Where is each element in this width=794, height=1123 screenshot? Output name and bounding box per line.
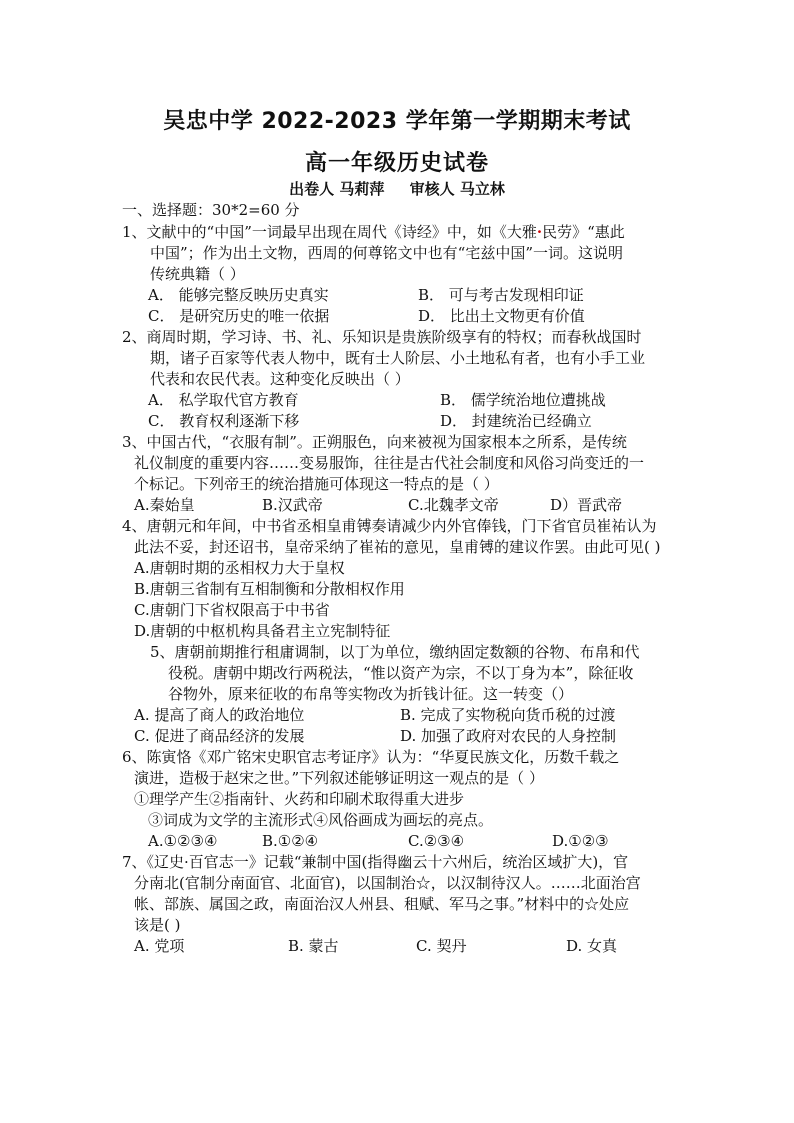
question-text-line: 礼仪制度的重要内容……变易服饰，往往是古代社会制度和风俗习尚变迁的一 [134,454,645,472]
option-c: C.唐朝门下省权限高于中书省 [134,601,330,619]
question-text-line: 传统典籍（ ） [150,265,245,283]
question-text-line: 役税。唐朝中期改行两税法，“惟以资产为宗，不以丁身为本”，除征收 [168,664,634,682]
question-text-line: 2、商周时期，学习诗、书、礼、乐知识是贵族阶级享有的特权；而春秋战国时 [122,328,642,346]
question-text-line: 6、陈寅恪《邓广铭宋史职官志考证序》认为：“华夏民族文化，历数千载之 [122,748,620,766]
question-text-line: 4、唐朝元和年间，中书省丞相皇甫镈奏请减少内外官俸钱，门下省官员崔祐认为 [122,517,657,535]
reviewer-label: 审核人 马立林 [409,180,505,198]
option-a: A. 党项 [134,937,185,955]
question-text-line: ③词成为文学的主流形式④风俗画成为画坛的亮点。 [148,811,494,829]
option-c: C． 教育权利逐渐下移 [148,412,300,430]
option-c: C. 促进了商品经济的发展 [134,727,305,745]
option-b: B.唐朝三省制有互相制衡和分散相权作用 [134,580,405,598]
question-text-line: 该是( ) [134,916,181,934]
option-d: D. 加强了政府对农民的人身控制 [400,727,617,745]
section-heading: 一、选择题：30*2=60 分 [122,201,300,219]
question-text-line: 演进，造极于赵宋之世。”下列叙述能够证明这一观点的是（ ） [134,769,544,787]
separator-dot: · [536,223,543,241]
option-a: A.唐朝时期的丞相权力大于皇权 [134,559,345,577]
exam-title: 吴忠中学 2022-2023 学年第一学期期末考试 [163,109,631,134]
option-d: D）晋武帝 [550,496,623,514]
option-a: A.①②③④ [148,832,218,850]
question-text-line: 5、唐朝前期推行租庸调制，以丁为单位，缴纳固定数额的谷物、布帛和代 [150,643,640,661]
question-text-line: 1、文献中的“中国”一词最早出现在周代《诗经》中，如《大雅·民劳》“惠此 [122,223,625,241]
option-d: D． 比出土文物更有价值 [418,307,585,325]
option-d: D.唐朝的中枢机构具备君主立宪制特征 [134,622,391,640]
option-a: A． 能够完整反映历史真实 [148,286,329,304]
question-text-line: 7、《辽史·百官志一》记载“兼制中国(指得幽云十六州后，统治区域扩大)，官 [122,853,629,871]
option-c: C.北魏孝文帝 [408,496,499,514]
option-b: B． 可与考古发现相印证 [418,286,584,304]
option-d: D.①②③ [552,832,609,850]
option-d: D． 封建统治已经确立 [440,412,592,430]
exam-subtitle: 高一年级历史试卷 [304,151,489,176]
option-b: B. 完成了实物税向货币税的过渡 [400,706,616,724]
author-line [0,178,794,199]
question-text-line: 中国”；作为出土文物，西周的何尊铭文中也有“宅兹中国”一词。这说明 [150,244,624,262]
option-a: A. 提高了商人的政治地位 [134,706,305,724]
option-b: B. 蒙古 [288,937,339,955]
question-text-line: 代表和农民代表。这种变化反映出（ ） [150,370,410,388]
option-c: C. 契丹 [416,937,467,955]
question-text-line: 帐、部族、属国之政，南面治汉人州县、租赋、军马之事。”材料中的☆处应 [134,895,630,913]
question-text-line: 个标记。下列帝王的统治措施可体现这一特点的是（ ） [134,475,499,493]
question-text-line: 此法不妥，封还诏书，皇帝采纳了崔祐的意见，皇甫镈的建议作罢。由此可见( ) [134,538,661,556]
option-c: C． 是研究历史的唯一依据 [148,307,330,325]
option-b: B． 儒学统治地位遭挑战 [440,391,606,409]
option-a: A． 私学取代官方教育 [148,391,299,409]
question-text-line: 期，诸子百家等代表人物中，既有士人阶层、小土地私有者，也有小手工业 [150,349,646,367]
option-a: A.秦始皇 [134,496,195,514]
option-b: B.汉武帝 [262,496,323,514]
question-text-line: 3、中国古代，“衣服有制”。正朔服色，向来被视为国家根本之所系，是传统 [122,433,627,451]
option-c: C.②③④ [408,832,465,850]
option-b: B.①②④ [262,832,319,850]
question-text-line: 分南北(官制分南面官、北面官)，以国制治☆，以汉制待汉人。……北面治宫 [134,874,641,892]
option-d: D. 女真 [566,937,618,955]
question-text-line: 谷物外，原来征收的布帛等实物改为折钱计征。这一转变（） [168,685,574,703]
author-label: 出卷人 马莉萍 [289,180,385,198]
question-text-line: ①理学产生②指南针、火药和印刷术取得重大进步 [134,790,465,808]
